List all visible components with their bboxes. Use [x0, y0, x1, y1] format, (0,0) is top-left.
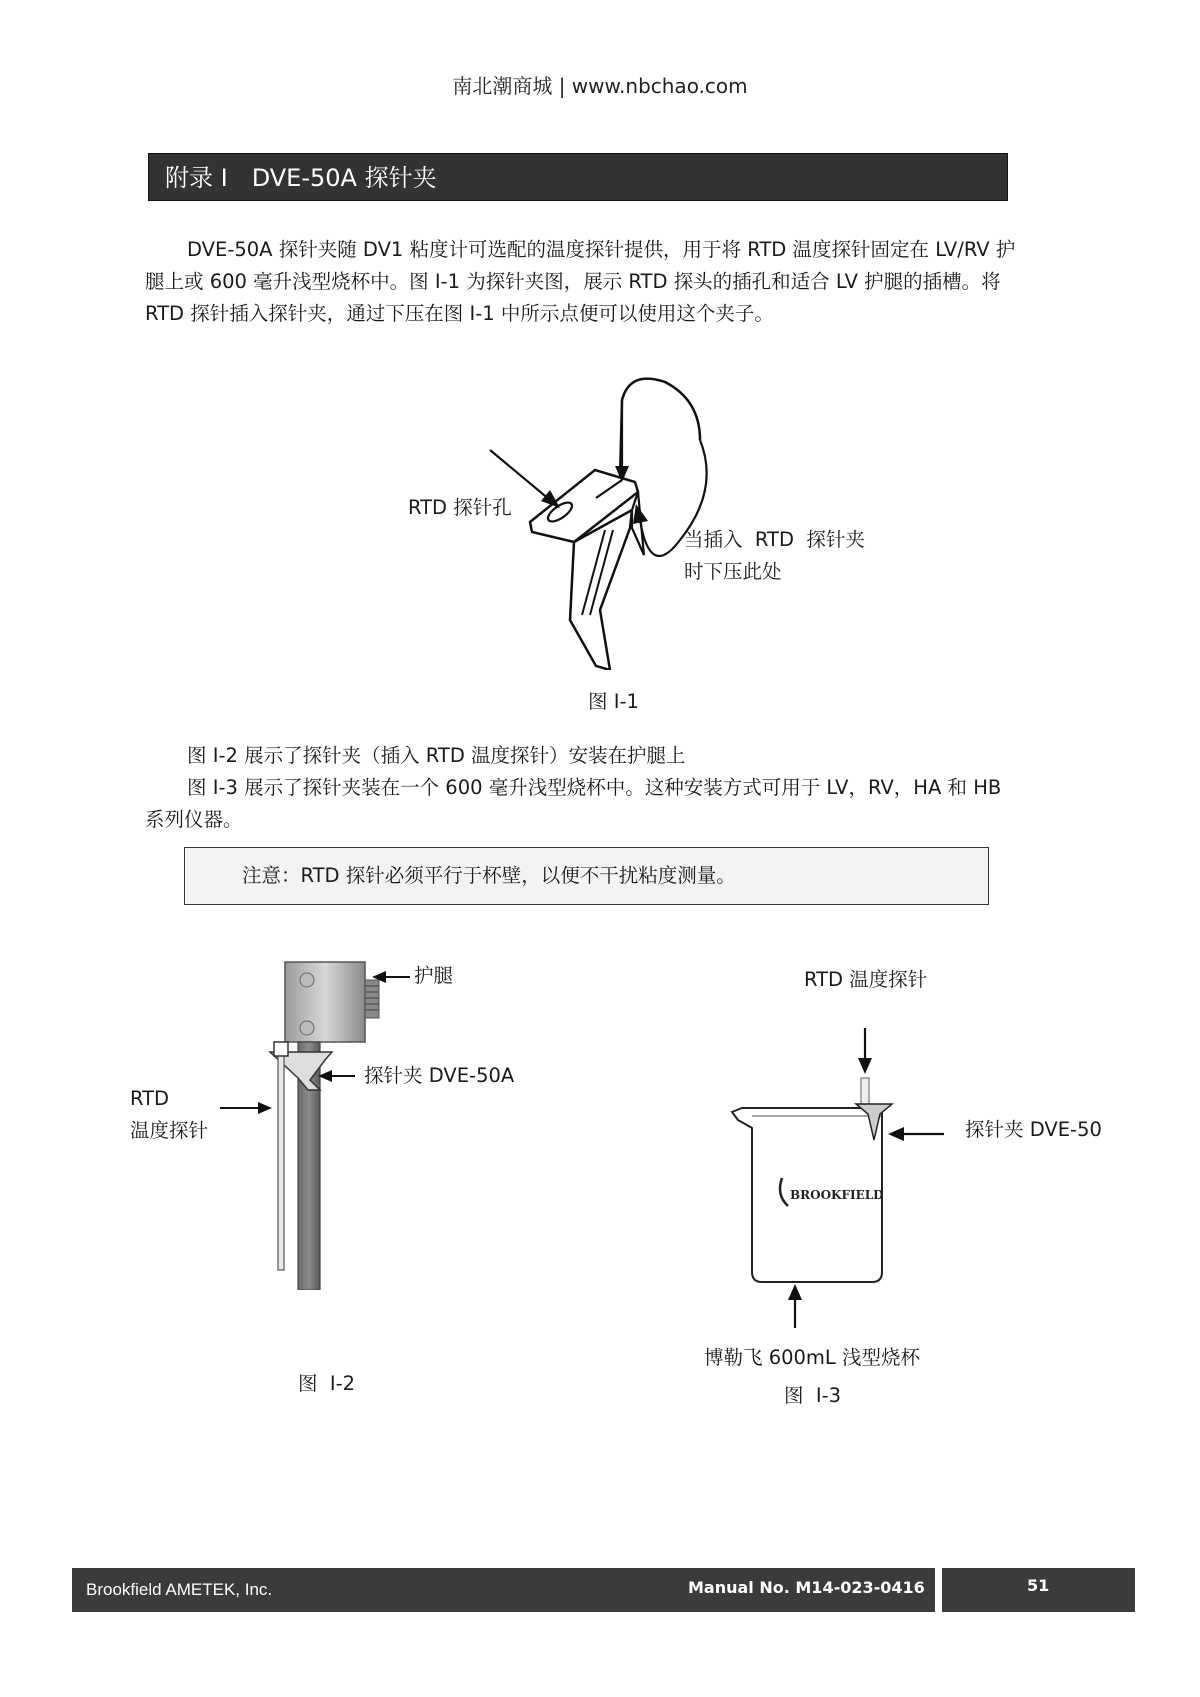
figure-3-drawing	[710, 1010, 950, 1340]
figure-2-label-clip: 探针夹 DVE-50A	[364, 1064, 515, 1087]
figure-1-label-press-line1: 当插入 RTD 探针夹	[684, 528, 865, 551]
figure-2-label-probe-line1: RTD	[130, 1087, 170, 1110]
figure-1-caption: 图 I-1	[588, 690, 639, 713]
footer-company: Brookfield AMETEK, Inc.	[86, 1580, 273, 1599]
figure-3-caption: 图 I-3	[784, 1384, 842, 1407]
figure-3-label-probe: RTD 温度探针	[804, 968, 928, 991]
site-header: 南北潮商城 | www.nbchao.com	[452, 74, 748, 98]
intro-paragraph: DVE-50A 探针夹随 DV1 粘度计可选配的温度探针提供，用于将 RTD 温度探针固定在 LV/RV 护腿上或 600 毫升浅型烧杯中。图 I-1 为探针夹图，展示 RTD 探头的插孔和适合 LV 护腿的插槽。将 RTD 探针插入探针夹，通过下压在图 I-1 中所示点便可以使用这个夹子。	[145, 238, 1016, 325]
figure-2-label-guard: 护腿	[414, 964, 454, 987]
note-text: 注意：RTD 探针必须平行于杯壁，以便不干扰粘度测量。	[242, 864, 736, 887]
fig2-description: 图 I-2 展示了探针夹（插入 RTD 温度探针）安装在护腿上	[187, 744, 686, 767]
fig3-description: 图 I-3 展示了探针夹装在一个 600 毫升浅型烧杯中。这种安装方式可用于 LV，RV，HA 和 HB 系列仪器。	[145, 776, 1002, 831]
figure-2-label-probe-line2: 温度探针	[130, 1119, 209, 1142]
note-box	[184, 847, 989, 905]
figure-1-label-hole: RTD 探针孔	[408, 496, 512, 519]
figure-2-caption: 图 I-2	[298, 1372, 356, 1395]
figure-3-label-beaker: 博勒飞 600mL 浅型烧杯	[704, 1346, 920, 1369]
figure-1-label-press-line2: 时下压此处	[684, 560, 782, 583]
figure-3-beaker-logo: BROOKFIELD	[790, 1188, 884, 1202]
figure-3-label-clip: 探针夹 DVE-50	[965, 1118, 1102, 1141]
section-title: 附录 I DVE-50A 探针夹	[148, 153, 1008, 201]
footer-page-number: 51	[1027, 1576, 1050, 1595]
footer-manual-number: Manual No. M14-023-0416	[688, 1578, 925, 1597]
